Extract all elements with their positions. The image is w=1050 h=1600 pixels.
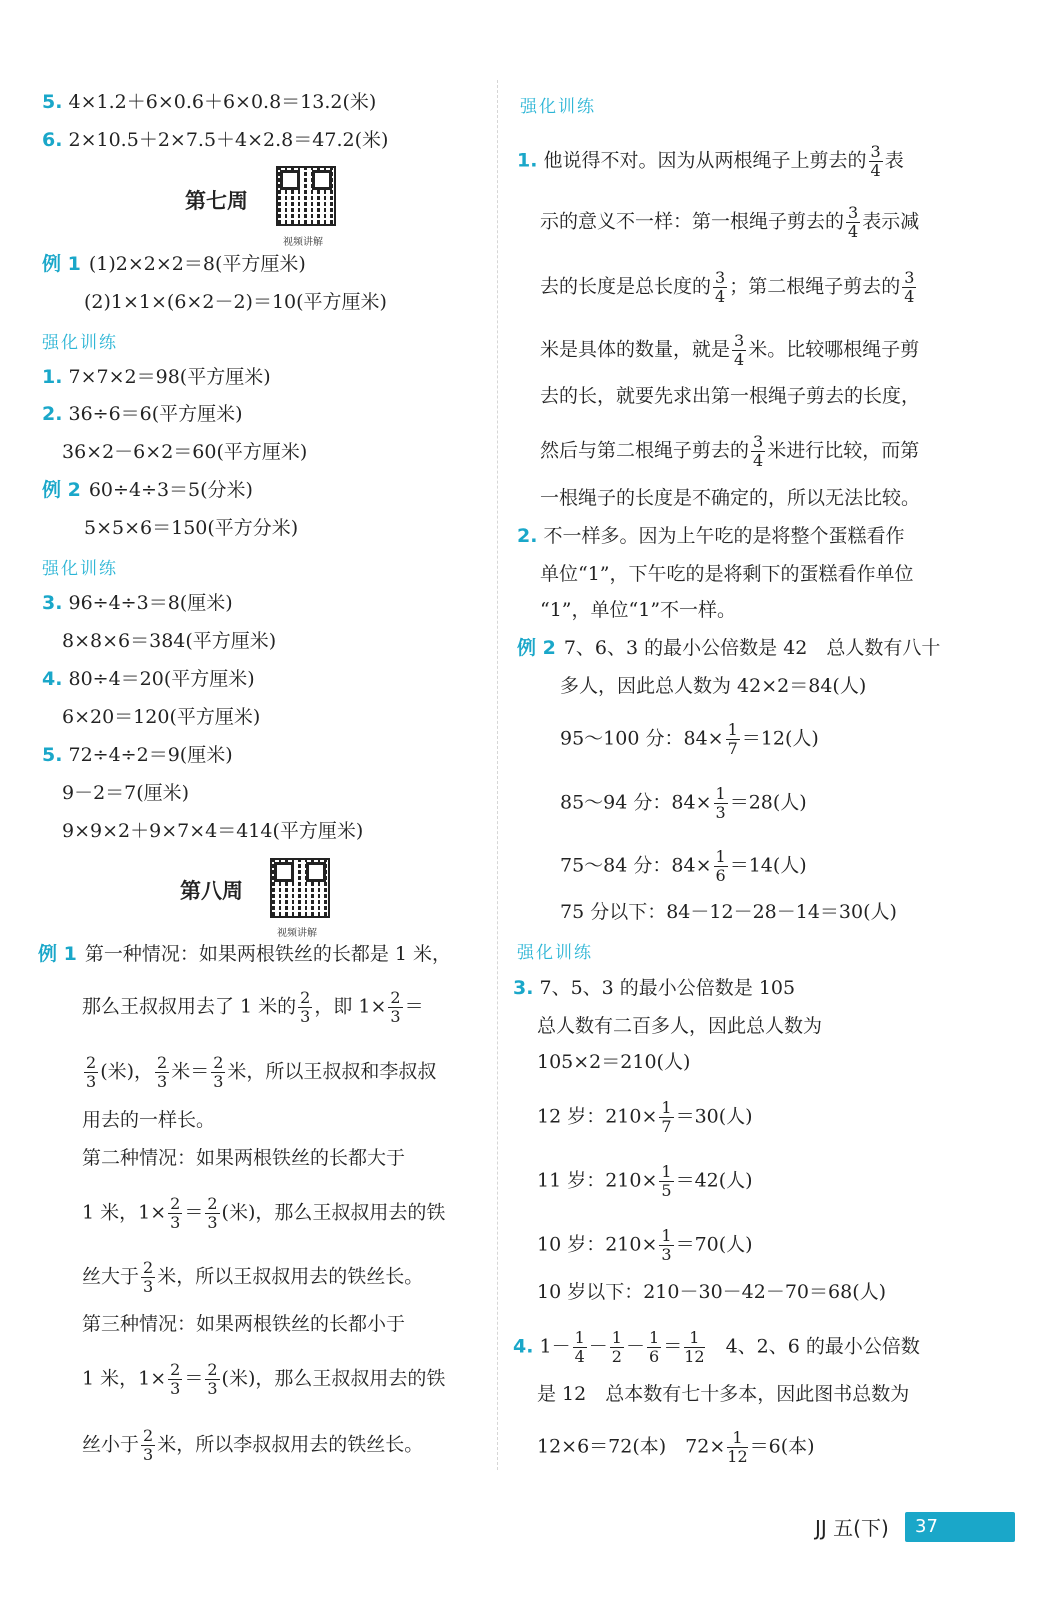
training-3: [42, 591, 233, 615]
item-number: 4.: [513, 1335, 534, 1358]
calc-line: [537, 1430, 815, 1465]
text: 表示减: [862, 210, 920, 233]
text: ＝70(人): [675, 1233, 753, 1256]
text: (米)，那么王叔叔用去的铁: [221, 1367, 446, 1390]
fraction: $\frac{1}{6}$: [649, 1328, 660, 1366]
item-number: 1.: [517, 149, 538, 172]
fraction: $\frac{2}{3}$: [207, 1360, 218, 1398]
paragraph-line: [540, 434, 919, 469]
text: ＝: [184, 1201, 204, 1224]
text: 丝大于: [82, 1265, 140, 1288]
qr-code-icon[interactable]: [276, 166, 336, 226]
text: 7、5、3 的最小公倍数是 105: [539, 977, 796, 999]
text: ，即 1×: [314, 995, 387, 1018]
text: 那么王叔叔用去了 1 米的: [82, 995, 297, 1018]
fraction: $\frac{2}{3}$: [207, 1194, 218, 1232]
fraction: $\frac{2}{3}$: [170, 1360, 181, 1398]
fraction: $\frac{2}{3}$: [170, 1194, 181, 1232]
qr-code-icon[interactable]: [270, 858, 330, 918]
fraction: $\frac{2}{3}$: [157, 1053, 168, 1091]
calc-line: 105×2＝210(人): [537, 1051, 691, 1073]
item-number: 4.: [42, 668, 63, 690]
text: 11 岁：210×: [537, 1169, 658, 1192]
qr-label: 视频讲解: [277, 928, 317, 939]
answer-text: 2×10.5＋2×7.5＋4×2.8＝47.2(米): [68, 129, 389, 151]
paragraph-line: 多人，因此总人数为 42×2＝84(人): [560, 675, 867, 697]
fraction: $\frac{3}{4}$: [734, 331, 745, 369]
fraction: $\frac{1}{4}$: [574, 1328, 585, 1366]
paragraph-line: [540, 270, 918, 305]
answer-text: 7×7×2＝98(平方厘米): [68, 366, 271, 388]
paragraph-line: 单位“1”，下午吃的是将剩下的蛋糕看作单位: [540, 563, 914, 585]
text: 75～84 分：84×: [560, 854, 712, 877]
text: 他说得不对。因为从两根绳子上剪去的: [543, 149, 867, 172]
text: 米，所以王叔叔和李叔叔: [227, 1060, 437, 1083]
answer-text: 60÷4÷3＝5(分米): [88, 479, 253, 501]
paragraph-line: 用去的一样长。: [82, 1109, 216, 1131]
text: 丝小于: [82, 1433, 140, 1456]
calc-line: [537, 1164, 753, 1199]
text: ＝6(本): [749, 1435, 815, 1458]
text: ＝: [184, 1367, 204, 1390]
text: 米进行比较，而第: [767, 439, 920, 462]
paragraph-line: 一根绳子的长度是不确定的，所以无法比较。: [540, 487, 921, 509]
text: ；第二根绳子剪去的: [729, 275, 901, 298]
qr-label: 视频讲解: [283, 237, 323, 248]
answer-2: [517, 524, 905, 548]
answer-text: 96÷4÷3＝8(厘米): [68, 592, 233, 614]
example-1: [42, 252, 306, 276]
text: －: [625, 1335, 645, 1358]
fraction: $\frac{1}{7}$: [661, 1098, 672, 1136]
text: 10 岁：210×: [537, 1233, 658, 1256]
text: ＝42(人): [675, 1169, 753, 1192]
answer-text: 36÷6＝6(平方厘米): [68, 403, 243, 425]
text: 然后与第二根绳子剪去的: [540, 439, 750, 462]
item-number: 5.: [42, 744, 63, 766]
item-number: 2.: [517, 525, 538, 547]
fraction: $\frac{1}{2}$: [611, 1328, 622, 1366]
training-5: [42, 743, 233, 767]
section-label: 强化训练: [520, 97, 596, 117]
paragraph-line: [82, 1055, 436, 1090]
paragraph-line: 是 12 总本数有七十多本，因此图书总数为: [537, 1383, 910, 1405]
training-2: [42, 402, 243, 426]
fraction: $\frac{1}{5}$: [661, 1162, 672, 1200]
text: 95～100 分：84×: [560, 727, 724, 750]
section-label: 强化训练: [42, 333, 118, 353]
text: 7、6、3 的最小公倍数是 42 总人数有八十: [563, 637, 941, 659]
item-number: 1.: [42, 366, 63, 388]
calc-line: [560, 849, 807, 884]
calc-line: [537, 1228, 753, 1263]
text: －: [588, 1335, 608, 1358]
fraction: $\frac{3}{4}$: [904, 268, 915, 306]
answer-5: [42, 90, 376, 114]
item-number: 2.: [42, 403, 63, 425]
section-label: 强化训练: [517, 943, 593, 963]
fraction: $\frac{1}{7}$: [727, 720, 738, 758]
training-5-line2: 9－2＝7(厘米): [62, 782, 190, 804]
text: 85～94 分：84×: [560, 791, 712, 814]
fraction: $\frac{2}{3}$: [213, 1053, 224, 1091]
fraction: $\frac{3}{4}$: [715, 268, 726, 306]
text: 示的意义不一样：第一根绳子剪去的: [540, 210, 845, 233]
text: (米)，那么王叔叔用去的铁: [221, 1201, 446, 1224]
answer-1: [517, 144, 904, 179]
paragraph-text: 第一种情况：如果两根铁丝的长都是 1 米，: [84, 943, 452, 965]
column-divider: [497, 80, 498, 1470]
text: 米＝: [171, 1060, 210, 1083]
example-2: [42, 478, 253, 502]
calc-line: [537, 1100, 753, 1135]
training-3: [513, 976, 795, 1000]
text: 不一样多。因为上午吃的是将整个蛋糕看作: [543, 525, 905, 547]
text: 1－: [539, 1335, 571, 1358]
text: ＝14(人): [729, 854, 807, 877]
text: 米。比较哪根绳子剪: [748, 338, 920, 361]
text: 去的长度是总长度的: [540, 275, 712, 298]
section-label: 强化训练: [42, 559, 118, 579]
paragraph-line: [82, 1428, 423, 1463]
answer-text: 80÷4＝20(平方厘米): [68, 668, 255, 690]
paragraph-line: [82, 1260, 423, 1295]
example-label: 例 2: [517, 637, 556, 659]
example-2: [517, 636, 940, 660]
fraction: $\frac{1}{12}$: [727, 1428, 748, 1466]
week-eight-heading: 第八周: [180, 879, 243, 903]
calc-line: [560, 786, 807, 821]
paragraph-line: 总人数有二百多人，因此总人数为: [537, 1015, 823, 1037]
fraction: $\frac{2}{3}$: [86, 1053, 97, 1091]
item-number: 3.: [42, 592, 63, 614]
text: ＝12(人): [741, 727, 819, 750]
text: ＝: [663, 1335, 683, 1358]
answer-text: 72÷4÷2＝9(厘米): [68, 744, 233, 766]
fraction: $\frac{2}{3}$: [300, 988, 311, 1026]
text: 米，所以王叔叔用去的铁丝长。: [157, 1265, 424, 1288]
footer-label: JJ 五(下): [815, 1516, 889, 1540]
text: 4、2、6 的最小公倍数: [725, 1335, 920, 1358]
text: (米)，: [100, 1060, 154, 1083]
fraction: $\frac{1}{12}$: [684, 1328, 705, 1366]
week-seven-heading: 第七周: [185, 189, 248, 213]
answer-text: 4×1.2＋6×0.6＋6×0.8＝13.2(米): [68, 91, 377, 113]
training-4: [513, 1330, 920, 1365]
text: 1 米，1×: [82, 1367, 167, 1390]
fraction: $\frac{2}{3}$: [390, 988, 401, 1026]
example-label: 例 2: [42, 479, 81, 501]
text: 表: [884, 149, 904, 172]
paragraph-line: 去的长，就要先求出第一根绳子剪去的长度，: [540, 385, 921, 407]
calc-line: [560, 722, 819, 757]
text: ＝: [404, 995, 424, 1018]
text: 米，所以李叔叔用去的铁丝长。: [157, 1433, 424, 1456]
paragraph-line: [82, 990, 424, 1025]
item-number: 6.: [42, 129, 63, 151]
paragraph-line: [82, 1196, 445, 1231]
example-2-line2: 5×5×6＝150(平方分米): [84, 517, 299, 539]
paragraph-line: “1”，单位“1”不一样。: [540, 599, 737, 621]
paragraph-line: [540, 333, 919, 368]
example-label: 例 1: [38, 943, 77, 965]
fraction: $\frac{3}{4}$: [753, 432, 764, 470]
text: ＝30(人): [675, 1105, 753, 1128]
training-4-line2: 6×20＝120(平方厘米): [62, 706, 261, 728]
training-3-line2: 8×8×6＝384(平方厘米): [62, 630, 277, 652]
fraction: $\frac{3}{4}$: [848, 203, 859, 241]
paragraph-line: [82, 1362, 445, 1397]
item-number: 3.: [513, 977, 534, 999]
training-1: [42, 365, 271, 389]
text: ＝28(人): [729, 791, 807, 814]
text: 米是具体的数量，就是: [540, 338, 731, 361]
page-number: 37: [905, 1512, 1015, 1542]
paragraph-line: 第三种情况：如果两根铁丝的长都小于: [82, 1313, 406, 1335]
fraction: $\frac{1}{6}$: [715, 847, 726, 885]
paragraph-line: 第二种情况：如果两根铁丝的长都大于: [82, 1147, 406, 1169]
fraction: $\frac{1}{3}$: [715, 784, 726, 822]
text: 12×6＝72(本) 72×: [537, 1435, 726, 1458]
paragraph-line: [540, 205, 919, 240]
fraction: $\frac{1}{3}$: [661, 1226, 672, 1264]
text: 12 岁：210×: [537, 1105, 658, 1128]
item-number: 5.: [42, 91, 63, 113]
example-label: 例 1: [42, 253, 81, 275]
fraction: $\frac{2}{3}$: [143, 1426, 154, 1464]
answer-text: (1)2×2×2＝8(平方厘米): [88, 253, 306, 275]
training-2-line2: 36×2－6×2＝60(平方厘米): [62, 441, 308, 463]
calc-line: 75 分以下：84－12－28－14＝30(人): [560, 901, 897, 923]
fraction: $\frac{2}{3}$: [143, 1258, 154, 1296]
training-5-line3: 9×9×2＋9×7×4＝414(平方厘米): [62, 820, 364, 842]
answer-6: [42, 128, 388, 152]
fraction: $\frac{3}{4}$: [870, 142, 881, 180]
text: 1 米，1×: [82, 1201, 167, 1224]
calc-line: 10 岁以下：210－30－42－70＝68(人): [537, 1281, 887, 1303]
training-4: [42, 667, 255, 691]
example-1-part2: (2)1×1×(6×2－2)＝10(平方厘米): [84, 291, 387, 313]
week8-example-1: [38, 942, 451, 966]
